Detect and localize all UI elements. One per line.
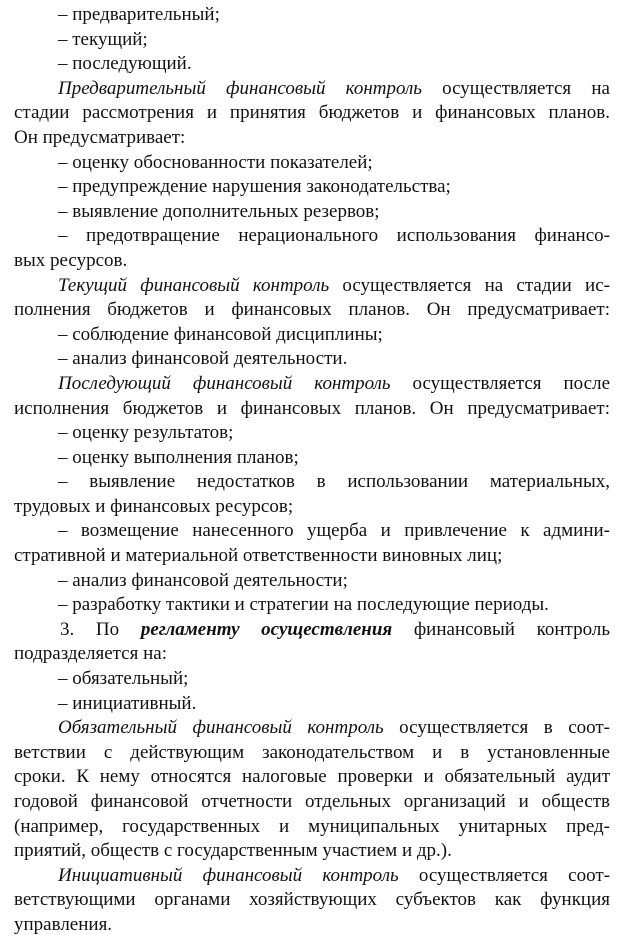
list-item: – текущий; — [58, 28, 148, 50]
list-item: – оценку обоснованности показателей; — [58, 151, 373, 173]
list-item: – разработку тактики и стратегии на последующие периоды. — [58, 594, 549, 616]
paragraph-line: Обязательный финансовый контроль осуществляется в соот- — [58, 717, 610, 739]
paragraph-line: годовой финансовой отчетности отдельных организаций и обществ — [14, 791, 610, 812]
paragraph-line: ветствии с действующим законодательством и в установленные — [14, 741, 610, 763]
term-regulation: регламенту осуществления — [140, 618, 393, 640]
list-item: – последующий. — [58, 53, 192, 75]
list-item: – возмещение нанесенного ущерба и привлечение к админи- — [58, 520, 610, 542]
paragraph-line: Последующий финансовый контроль осуществляется после — [58, 372, 610, 394]
term-current: Текущий финансовый контроль — [58, 274, 330, 296]
list-item: – предварительный; — [58, 4, 220, 25]
paragraph-line: Инициативный финансовый контроль осуществляется соот- — [58, 864, 610, 886]
list-item: – выявление дополнительных резервов; — [58, 200, 380, 222]
list-item: – выявление недостатков в использовании материальных, — [58, 471, 610, 493]
list-item: – анализ финансовой деятельности. — [58, 348, 348, 370]
list-item-continuation: трудовых и финансовых ресурсов; — [14, 495, 294, 517]
paragraph-line: Предварительный финансовый контроль осуществляется на — [58, 77, 610, 99]
list-item: – анализ финансовой деятельности; — [58, 569, 348, 591]
term-prelim: Предварительный финансовый контроль — [58, 77, 422, 99]
list-item: – обязательный; — [58, 668, 189, 690]
list-item: – соблюдение финансовой дисциплины; — [58, 323, 383, 345]
term-subsequent: Последующий финансовый контроль — [58, 372, 391, 394]
paragraph-line: исполнения бюджетов и финансовых планов. Он предусматривает: — [14, 397, 610, 419]
term-mandatory: Обязательный финансовый контроль — [58, 717, 384, 739]
paragraph-line: стадии рассмотрения и принятия бюджетов и финансовых планов. — [14, 102, 610, 124]
paragraph-line: 3. По регламенту осуществления финансовый контроль — [60, 618, 610, 640]
list-item: – инициативный. — [58, 692, 197, 714]
paragraph-line: сроки. К нему относятся налоговые проверки и обязательный аудит — [14, 766, 610, 788]
list-item-continuation: вых ресурсов. — [14, 249, 128, 271]
paragraph-line: ветствующими органами хозяйствующих субъектов как функция — [14, 889, 610, 911]
paragraph-line: управления. — [14, 913, 113, 935]
list-item: – оценку выполнения планов; — [58, 446, 299, 468]
paragraph-line: (например, государственных и муниципальных унитарных пред- — [14, 815, 610, 837]
paragraph-line: подразделяется на: — [14, 643, 167, 665]
paragraph-line: Текущий финансовый контроль осуществляется на стадии ис- — [58, 274, 610, 296]
paragraph-line: полнения бюджетов и финансовых планов. Он предусматривает: — [14, 299, 610, 321]
list-item: – оценку результатов; — [58, 422, 234, 444]
list-item: – предупреждение нарушения законодательства; — [58, 176, 451, 198]
list-item-continuation: стративной и материальной ответственности виновных лиц; — [14, 545, 503, 567]
paragraph-line: Он предусматривает: — [14, 126, 186, 148]
paragraph-line: приятий, обществ с государственным участием и др.). — [14, 840, 452, 862]
term-initiative: Инициативный финансовый контроль — [58, 864, 399, 886]
list-item: – предотвращение нерационального использования финансо- — [58, 225, 610, 247]
